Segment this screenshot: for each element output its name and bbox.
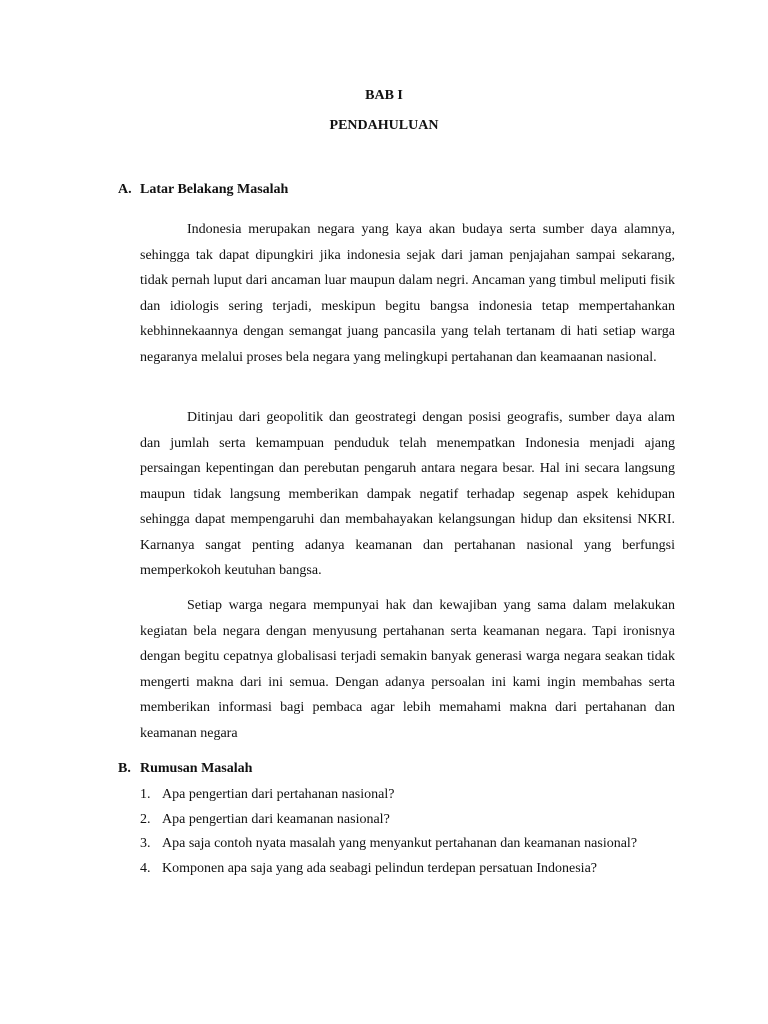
list-item (140, 832, 675, 857)
section-b-title: Rumusan Masalah (140, 761, 253, 776)
section-a-heading (118, 182, 288, 198)
paragraph-1: Indonesia merupakan negara yang kaya akan budaya serta sumber daya alamnya, sehingga tak dapat dipungkiri jika indonesia sejak dari jaman penjajahan sampai sekarang, tidak pernah luput dari ancaman luar maupun dalam negri. Ancaman yang timbul meliputi fisik dan idiologis sering terjadi, meskipun begitu bangsa indonesia tetap mempertahankan kebhinnekaannya dengan semangat juang pancasila yang telah tertanam di hati setiap warga negaranya melalui proses bela negara yang melingkupi pertahanan dan keamaanan nasional. (140, 222, 675, 365)
paragraph-2: Ditinjau dari geopolitik dan geostrategi dengan posisi geografis, sumber daya alam dan jumlah serta kemampuan penduduk telah menempatkan Indonesia menjadi ajang persaingan kepentingan dan perebutan pengaruh antara negara besar. Hal ini secara langsung maupun tidak langsung memberikan dampak negatif terhadap segenap aspek kehidupan sehingga dapat mempengaruhi dan membahayakan kelangsungan hidup dan eksitensi NKRI. Karnanya sangat penting adanya keamanan dan pertahanan nasional yang berfungsi memperkokoh keutuhan bangsa. (140, 410, 675, 578)
list-item-number: 4. (140, 860, 151, 876)
section-a-marker: A. (118, 182, 132, 197)
list-item-text: Komponen apa saja yang ada seabagi pelindun terdepan persatuan Indonesia? (162, 860, 597, 876)
list-item (140, 783, 675, 808)
section-b-marker: B. (118, 761, 131, 776)
section-a-title: Latar Belakang Masalah (140, 182, 289, 197)
chapter-number: BAB I (365, 88, 403, 103)
paragraph-3: Setiap warga negara mempunyai hak dan kewajiban yang sama dalam melakukan kegiatan bela negara dengan menyusung pertahanan serta keamanan negara. Tapi ironisnya dengan begitu cepatnya globalisasi terjadi semakin banyak generasi warga negara seakan tidak mengerti makna dari ini semua. Dengan adanya persoalan ini kami ingin membahas serta memberikan informasi bagi pembaca agar lebih memahami makna dari pertahanan dan keamanan negara (140, 598, 675, 741)
list-item-number: 3. (140, 836, 151, 851)
list-item-text: Apa saja contoh nyata masalah yang menyankut pertahanan dan keamanan nasional? (162, 836, 638, 851)
list-item (140, 857, 675, 882)
list-item-text: Apa pengertian dari pertahanan nasional? (162, 787, 395, 802)
list-item-number: 1. (140, 787, 151, 802)
section-b-heading (118, 761, 252, 777)
question-list (140, 783, 675, 881)
list-item-text: Apa pengertian dari keamanan nasional? (162, 811, 390, 827)
list-item-number: 2. (140, 811, 151, 827)
list-item (140, 808, 675, 833)
chapter-title: PENDAHULUAN (329, 118, 439, 133)
